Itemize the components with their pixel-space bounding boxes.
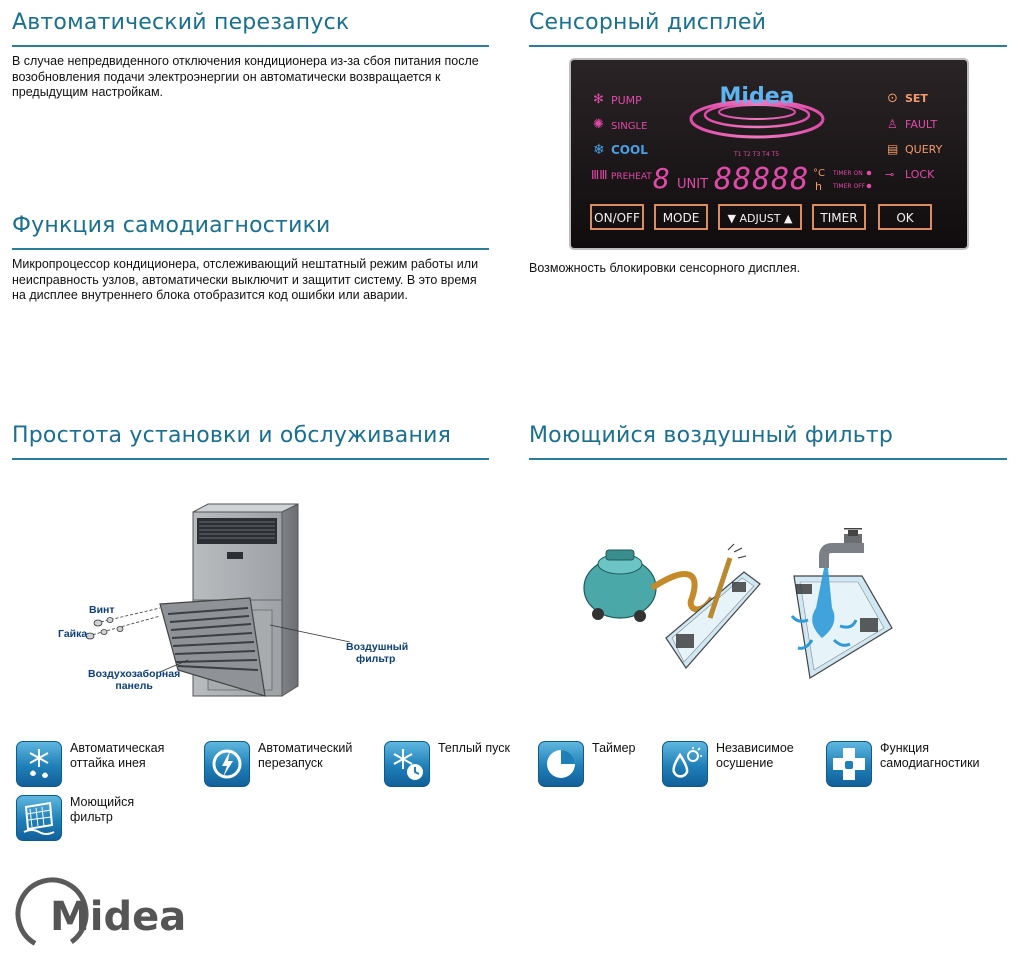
self-diag-title: Функция самодиагностики: [12, 213, 489, 250]
lock-icon: ⊸: [885, 168, 895, 181]
touch-display-title: Сенсорный дисплей: [529, 10, 1007, 47]
mode-single: SINGLE: [611, 121, 648, 132]
touch-display-panel: [569, 58, 969, 250]
mode-set: SET: [905, 92, 928, 105]
restart-icon: [204, 741, 250, 787]
vacuum-cleaner-icon: [584, 550, 712, 622]
timer-off: TIMER OFF: [833, 183, 866, 190]
svg-text:TIMER: TIMER: [820, 211, 858, 225]
feature-timer-label: Таймер: [592, 741, 636, 755]
unit-h: h: [815, 180, 822, 193]
fault-icon: ♙: [887, 117, 898, 131]
section-self-diag: [12, 213, 489, 304]
mode-query: QUERY: [905, 143, 943, 156]
faucet-icon: [824, 528, 864, 568]
feature-warm-start: [384, 741, 510, 787]
feature-warm-start-label: Теплый пуск: [438, 741, 510, 755]
timer-on: TIMER ON: [833, 170, 863, 177]
cool-icon: ❄: [593, 142, 605, 158]
panel-brand: Midea: [719, 84, 795, 109]
label-intake-panel: Воздухозаборная панель: [88, 668, 181, 692]
timer-icon: [538, 741, 584, 787]
digits: 88888: [714, 162, 810, 197]
feature-auto-restart-label: Автоматический перезапуск: [258, 741, 353, 770]
query-icon: ▤: [887, 142, 899, 156]
svg-text:OK: OK: [896, 211, 914, 225]
svg-text:▼ ADJUST ▲: ▼ ADJUST ▲: [727, 212, 793, 225]
feature-auto-defrost-label: Автоматическая оттайка инея: [70, 741, 165, 770]
feature-self-diag-label: Функция самодиагностики: [880, 741, 980, 770]
logo-text: Midea: [50, 894, 187, 940]
feature-self-diag: [826, 741, 980, 787]
svg-text:MODE: MODE: [662, 211, 700, 225]
feature-washable-filter: [16, 795, 134, 841]
unit-label: UNIT: [677, 177, 709, 192]
single-icon: ✺: [593, 117, 604, 132]
auto-restart-text: В случае непредвиденного отключения кондиционера из-за сбоя питания после возобновления подачи электроэнергии он автоматически возвращается к предыдущим настройкам.: [12, 54, 479, 99]
label-screw: Винт: [89, 604, 115, 616]
t-labels: T1 T2 T3 T4 T5: [734, 151, 780, 158]
feature-dehumidify: [662, 741, 794, 787]
mode-fault: FAULT: [905, 118, 938, 131]
section-install: [12, 423, 489, 460]
snowflake-drops-icon: [16, 741, 62, 787]
feature-washable-filter-label: Моющийся фильтр: [70, 795, 135, 824]
section-filter: [529, 423, 1007, 460]
dehumidify-icon: [662, 741, 708, 787]
self-diag-text: Микропроцессор кондиционера, отслеживающий нештатный режим работы или неисправность узлов, автоматически выключит и защитит систему. В это время на дисплее внутреннего блока отобразится код ошибки или аварии.: [12, 257, 479, 302]
digit-left: 8: [653, 162, 670, 195]
mode-preheat: PREHEAT: [611, 172, 652, 182]
filter-title: Моющийся воздушный фильтр: [529, 423, 1007, 460]
feature-auto-restart: [204, 741, 352, 787]
touch-display-caption: Возможность блокировки сенсорного дисплея.: [529, 261, 801, 275]
auto-restart-title: Автоматический перезапуск: [12, 10, 489, 47]
pump-icon: ✻: [593, 92, 604, 107]
mode-lock: LOCK: [905, 168, 935, 181]
set-icon: ⊙: [887, 91, 898, 106]
preheat-icon: ⅢⅢ: [591, 168, 608, 182]
mode-pump: PUMP: [611, 94, 642, 107]
mode-cool: COOL: [611, 143, 648, 157]
filter-cleaning-illustration: [582, 528, 902, 688]
unit-c: °C: [813, 168, 825, 179]
midea-logo: [14, 876, 204, 952]
label-nut: Гайка: [58, 628, 88, 640]
install-title: Простота установки и обслуживания: [12, 423, 489, 460]
svg-text:ON/OFF: ON/OFF: [594, 211, 640, 225]
filter-panel-2: [792, 568, 892, 678]
feature-auto-defrost: [16, 741, 164, 787]
diagnostics-icon: [826, 741, 872, 787]
feature-timer: [538, 741, 636, 787]
filter-panel-1: [666, 544, 760, 668]
washable-filter-icon: [16, 795, 62, 841]
feature-dehumidify-label: Независимое осушение: [716, 741, 794, 770]
section-auto-restart: [12, 10, 489, 101]
label-air-filter: Воздушный фильтр: [346, 641, 409, 665]
warm-start-icon: [384, 741, 430, 787]
section-touch-display: [529, 10, 1007, 47]
